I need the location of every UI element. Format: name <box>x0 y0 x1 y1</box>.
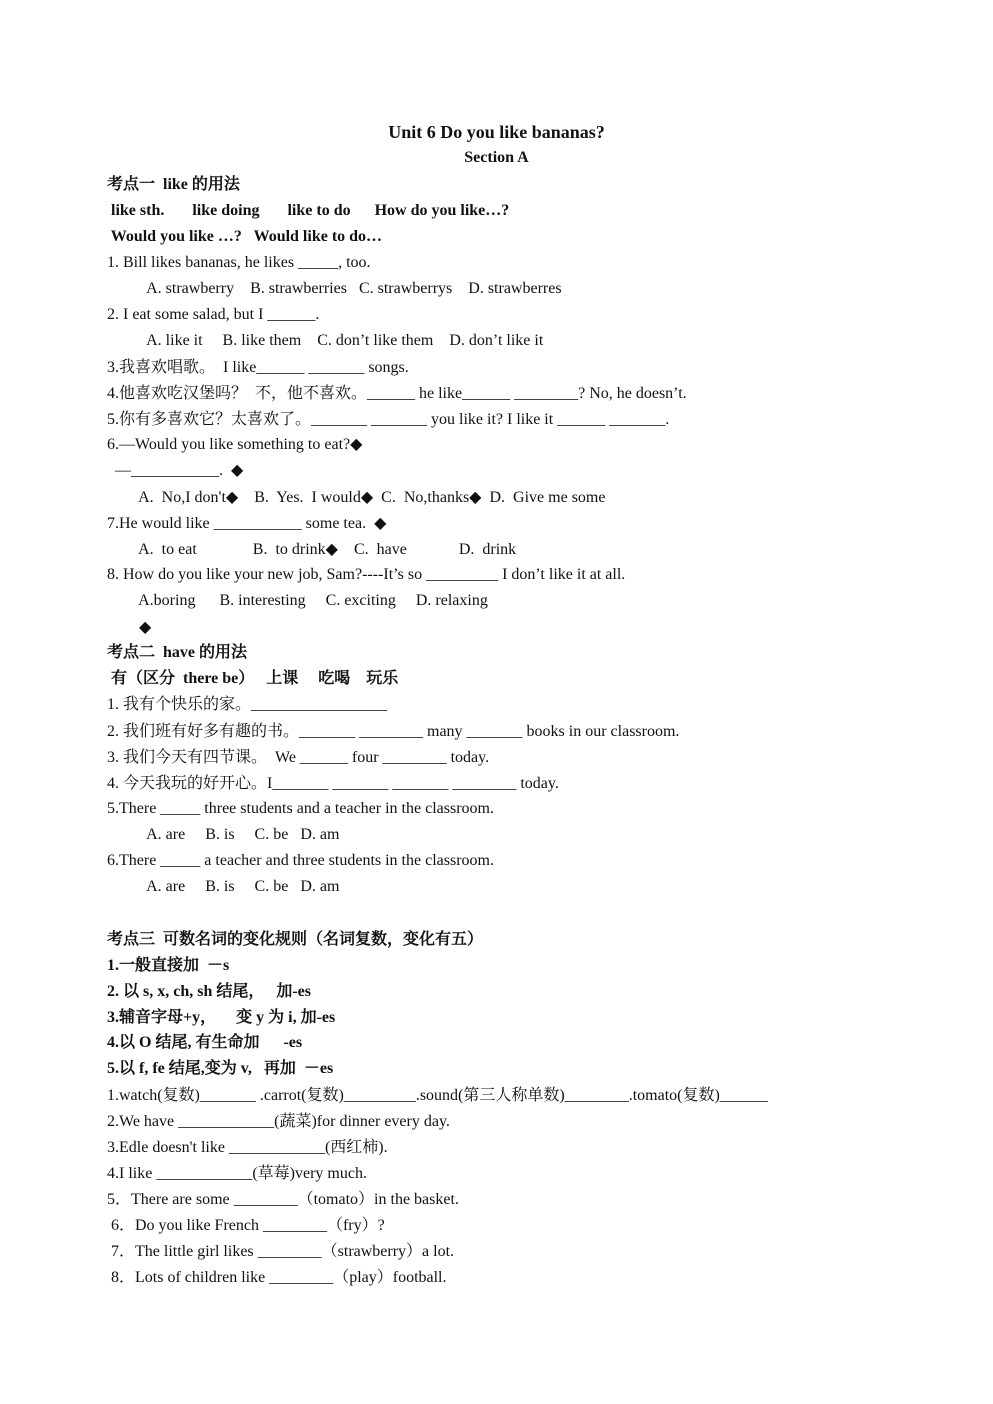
kd3-heading: 考点三 可数名词的变化规则（名词复数，变化有五） <box>107 931 484 948</box>
q2-5: 5.There _____ three students and a teacher in the classroom. <box>107 800 494 817</box>
q2-5-options: A. are B. is C. be D. am <box>107 826 340 843</box>
q1-1: 1. Bill likes bananas, he likes _____, too. <box>107 254 371 271</box>
rule-2: 2. 以 s, x, ch, sh 结尾， 加-es <box>107 983 312 1000</box>
rule-5: 5.以 f, fe 结尾,变为 v, 再加 －es <box>107 1060 334 1077</box>
rule-4: 4.以 O 结尾, 有生命加 -es <box>107 1034 303 1051</box>
rule-3: 3.辅音字母+y， 变 y 为 i, 加-es <box>107 1009 336 1026</box>
q2-4: 4. 今天我玩的好开心。I_______ _______ _______ ________ today. <box>107 775 559 792</box>
q3-4: 4.I like ____________(草莓)very much. <box>107 1165 367 1182</box>
page-title: Unit 6 Do you like bananas? <box>388 122 605 142</box>
kd1-patterns-1: like sth. like doing like to do How do you like…? <box>107 202 510 219</box>
q1-6: 6.—Would you like something to eat?◆ <box>107 436 363 453</box>
q1-2-options: A. like it B. like them C. don’t like them D. don’t like it <box>107 332 544 349</box>
q2-1: 1. 我有个快乐的家。_________________ <box>107 696 388 713</box>
q3-6: 6．Do you like French ________（fry）? <box>107 1217 385 1234</box>
diamond: ◆ <box>107 619 152 636</box>
q3-2: 2.We have ____________(蔬菜)for dinner every day. <box>107 1113 450 1130</box>
q3-8: 8．Lots of children like ________（play）football. <box>107 1269 447 1286</box>
section-subtitle: Section A <box>464 149 529 166</box>
kd2-meanings: 有（区分 there be） 上课 吃喝 玩乐 <box>107 670 399 687</box>
q2-6: 6.There _____ a teacher and three students in the classroom. <box>107 852 494 869</box>
q1-6-answer: —___________. ◆ <box>107 462 244 479</box>
q1-5: 5.你有多喜欢它？太喜欢了。_______ _______ you like it? I like it ______ _______. <box>107 411 670 428</box>
q1-7-options: A. to eat B. to drink◆ C. have D. drink <box>107 541 517 558</box>
q2-6-options: A. are B. is C. be D. am <box>107 878 340 895</box>
q1-8: 8. How do you like your new job, Sam?----It’s so _________ I don’t like it at all. <box>107 566 626 583</box>
rule-1: 1.一般直接加 －s <box>107 957 230 974</box>
q3-3: 3.Edle doesn't like ____________(西红柿). <box>107 1139 388 1156</box>
q3-5: 5．There are some ________（tomato）in the basket. <box>107 1191 459 1208</box>
q1-1-options: A. strawberry B. strawberries C. strawberrys D. strawberres <box>107 280 562 297</box>
kd1-patterns-2: Would you like …? Would like to do… <box>107 228 383 245</box>
q1-8-options: A.boring B. interesting C. exciting D. relaxing <box>107 592 488 609</box>
q1-4: 4.他喜欢吃汉堡吗？ 不，他不喜欢。______ he like______ ________? No, he doesn’t. <box>107 385 687 402</box>
q1-7: 7.He would like ___________ some tea. ◆ <box>107 515 387 532</box>
q3-7: 7．The little girl likes ________（strawberry）a lot. <box>107 1243 455 1260</box>
q2-3: 3. 我们今天有四节课。 We ______ four ________ today. <box>107 749 490 766</box>
q2-2: 2. 我们班有好多有趣的书。_______ ________ many _______ books in our classroom. <box>107 723 680 740</box>
q1-6-options: A. No,I don't◆ B. Yes. I would◆ C. No,thanks◆ D. Give me some <box>107 489 606 506</box>
kd2-heading: 考点二 have 的用法 <box>107 644 248 661</box>
q1-2: 2. I eat some salad, but I ______. <box>107 306 320 323</box>
q3-1: 1.watch(复数)_______ .carrot(复数)_________.sound(第三人称单数)________.tomato(复数)______ <box>107 1087 768 1104</box>
kd1-heading: 考点一 like 的用法 <box>107 176 240 193</box>
q1-3: 3.我喜欢唱歌。 I like______ _______ songs. <box>107 359 409 376</box>
